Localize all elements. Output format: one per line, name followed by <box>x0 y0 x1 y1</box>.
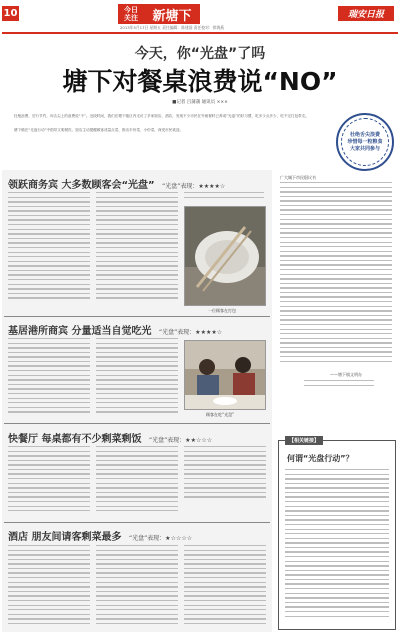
headline-kicker: 今天，你“光盘”了吗 <box>134 46 266 62</box>
photo-2-caption: 顾客在吃“光盘” <box>206 412 235 417</box>
section-1-text-col-3 <box>184 192 264 200</box>
brand-small-bottom: 关注 <box>124 14 138 22</box>
section-4-rating: “光盘”表现：★☆☆☆☆ <box>128 535 193 542</box>
section-1-title: 领跃商务宾 大多数顾客会“光盘” “光盘”表现：★★★★☆ <box>8 180 226 191</box>
plate-illustration <box>185 207 266 306</box>
stamp-line-3: 大家共同参与 <box>349 145 380 152</box>
section-1-rating: “光盘”表现：★★★★☆ <box>162 183 226 190</box>
section-4-text-col-3 <box>184 545 266 629</box>
photo-1-caption: 一位顾客在打包 <box>208 308 236 313</box>
section-3-title: 快餐厅 每桌都有不少剩菜剩饭 “光盘”表现：★★☆☆☆ <box>8 434 213 445</box>
section-divider-2 <box>4 423 270 424</box>
diners-illustration <box>185 341 266 410</box>
campaign-stamp-emblem <box>336 113 394 171</box>
sidebar-text-body <box>280 182 392 368</box>
dateline: 2013年5月17日 星期五 责任编辑：陈建国 责任校对：徐海燕 <box>120 25 225 30</box>
section-4-text-col-2 <box>96 545 178 629</box>
stamp-line-2: 珍惜每一粒粮食 <box>347 138 383 145</box>
section-4-text-col-1 <box>8 545 90 629</box>
section-2-text-col-2 <box>96 338 178 420</box>
section-2-text-col-1 <box>8 338 90 420</box>
related-link-title: 何谓“光盘行动”？ <box>287 454 354 463</box>
section-2-rating: “光盘”表现：★★★★☆ <box>158 329 223 336</box>
related-link-tag: 【相关链接】 <box>285 436 323 445</box>
lead-paragraph-1: 杜绝浪费，厉行节约，向舌尖上的浪费说“不”。近段时间，我们在塘下辖区内走访了多家饭店、酒店，发现不少市民在外就餐时已养成“光盘”的好习惯，吃多少点多少，吃不完打包带走。 <box>14 114 309 118</box>
headline-title: 塘下对餐桌浪费说“NO” <box>62 67 338 96</box>
section-4-title: 酒店 朋友间请客剩菜最多 “光盘”表现：★☆☆☆☆ <box>8 532 193 543</box>
section-1-text-col-2 <box>96 192 178 312</box>
stamp-line-1: 杜绝舌尖浪费 <box>349 131 380 138</box>
photo-diners <box>184 340 266 410</box>
sidebar-column-header: 广大城下市民倡议书 <box>280 175 316 180</box>
related-link-box <box>278 440 396 630</box>
brand-small-top: 今日 <box>124 6 138 14</box>
related-link-text <box>285 469 389 625</box>
sidebar-text-tail-lines <box>304 380 374 388</box>
lead-paragraph-2: 塘下镇在“光盘行动”中倡导文明餐饮，饭店主动提醒顾客适量点菜，推出半份菜、小份菜，深受市民欢迎。 <box>14 128 184 132</box>
section-name: 新塘下 <box>144 4 200 24</box>
section-3-text-col-3 <box>184 446 266 518</box>
section-3-text-col-2 <box>96 446 178 518</box>
section-divider-3 <box>4 522 270 523</box>
section-2-title: 基居港所商宾 分量适当自觉吃光 “光盘”表现：★★★★☆ <box>8 326 223 337</box>
brand-block <box>118 4 144 24</box>
section-3-text-col-1 <box>8 446 90 518</box>
header-rule <box>2 32 398 34</box>
photo-empty-plate <box>184 206 266 306</box>
byline: ■记者 吕蒲蒲 通讯员 ××× <box>172 100 228 105</box>
section-divider-1 <box>4 316 270 317</box>
sidebar-text-tail: ——塘下镇文明办 <box>330 372 362 377</box>
paper-name: 瑞安日报 <box>338 6 394 21</box>
page-number: 10 <box>3 8 18 19</box>
section-3-rating: “光盘”表现：★★☆☆☆ <box>148 437 213 444</box>
section-1-text-col-1 <box>8 192 90 312</box>
